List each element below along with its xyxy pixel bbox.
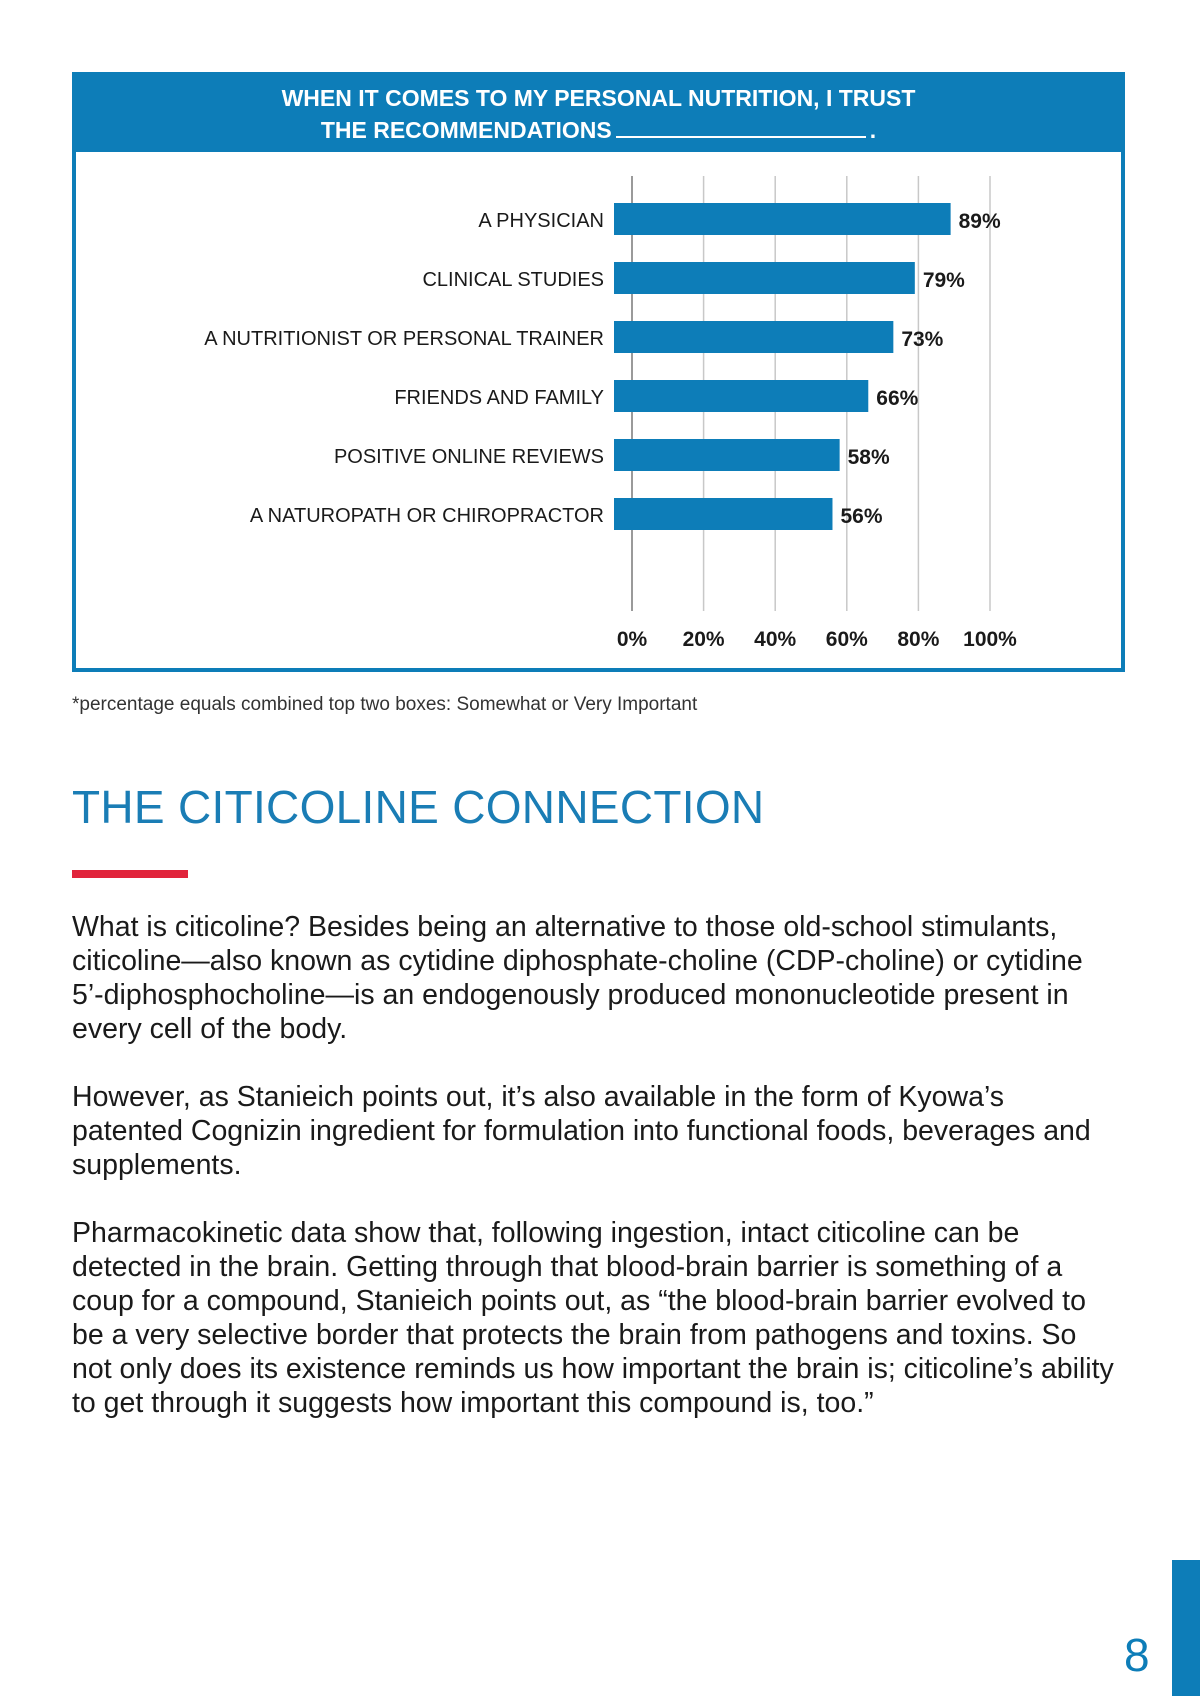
- x-tick-label: 40%: [754, 628, 797, 651]
- value-label: 73%: [901, 328, 944, 351]
- bar: [614, 321, 893, 353]
- bar: [614, 439, 840, 471]
- chart-frame: [72, 72, 1125, 672]
- paragraph: What is citicoline? Besides being an alternative to those old-school stimulants, citicoline—also known as cytidine diphosphate-choline (CDP-choline) or cytidine 5’-diphosphocholine—is an endogenously produced mononucleotide present in every cell of the body.: [72, 911, 1083, 1045]
- chart-footnote: *percentage equals combined top two boxes: Somewhat or Very Important: [72, 694, 698, 715]
- x-tick-label: 80%: [897, 628, 940, 651]
- page-tab-bar: [1172, 1560, 1200, 1696]
- bar-chart: [76, 76, 1121, 668]
- chart-title-line2-text: THE RECOMMENDATIONS: [320, 117, 612, 143]
- page-number: 8: [1124, 1629, 1150, 1681]
- title-underline-rule: [72, 870, 188, 878]
- value-label: 58%: [847, 446, 890, 469]
- x-tick-label: 0%: [616, 628, 648, 651]
- paragraph: Pharmacokinetic data show that, following ingestion, intact citicoline can be detected in the brain. Getting through that blood-brain barrier is something of a coup for a compound, Stanieich points out, as “the blood-brain barrier evolved to be a very selective border that protects the brain from pathogens and toxins. So not only does its existence reminds us how important the brain is; citicoline’s ability to get through it suggests how important this compound is, too.”: [72, 1217, 1114, 1419]
- bar: [614, 262, 915, 294]
- body-text: [72, 910, 1122, 1454]
- bar: [614, 498, 832, 530]
- x-tick-label: 60%: [825, 628, 868, 651]
- section-title: THE CITICOLINE CONNECTION: [72, 781, 765, 833]
- x-tick-label: 20%: [682, 628, 725, 651]
- value-label: 89%: [958, 210, 1001, 233]
- chart-title-line1: WHEN IT COMES TO MY PERSONAL NUTRITION, I TRUST: [281, 85, 916, 111]
- value-label: 79%: [922, 269, 965, 292]
- category-label: POSITIVE ONLINE REVIEWS: [333, 446, 604, 468]
- bar: [614, 380, 868, 412]
- category-label: CLINICAL STUDIES: [422, 269, 604, 291]
- paragraph: However, as Stanieich points out, it’s also available in the form of Kyowa’s patented Cognizin ingredient for formulation into functional foods, beverages and supplements.: [72, 1081, 1091, 1181]
- x-tick-label: 100%: [963, 628, 1017, 651]
- value-label: 66%: [876, 387, 919, 410]
- bar: [614, 203, 951, 235]
- category-label: FRIENDS AND FAMILY: [394, 387, 604, 409]
- category-label: A PHYSICIAN: [478, 210, 604, 232]
- value-label: 56%: [840, 505, 883, 528]
- chart-title-end: .: [869, 117, 877, 143]
- category-label: A NATUROPATH OR CHIROPRACTOR: [249, 505, 604, 527]
- category-label: A NUTRITIONIST OR PERSONAL TRAINER: [204, 328, 604, 350]
